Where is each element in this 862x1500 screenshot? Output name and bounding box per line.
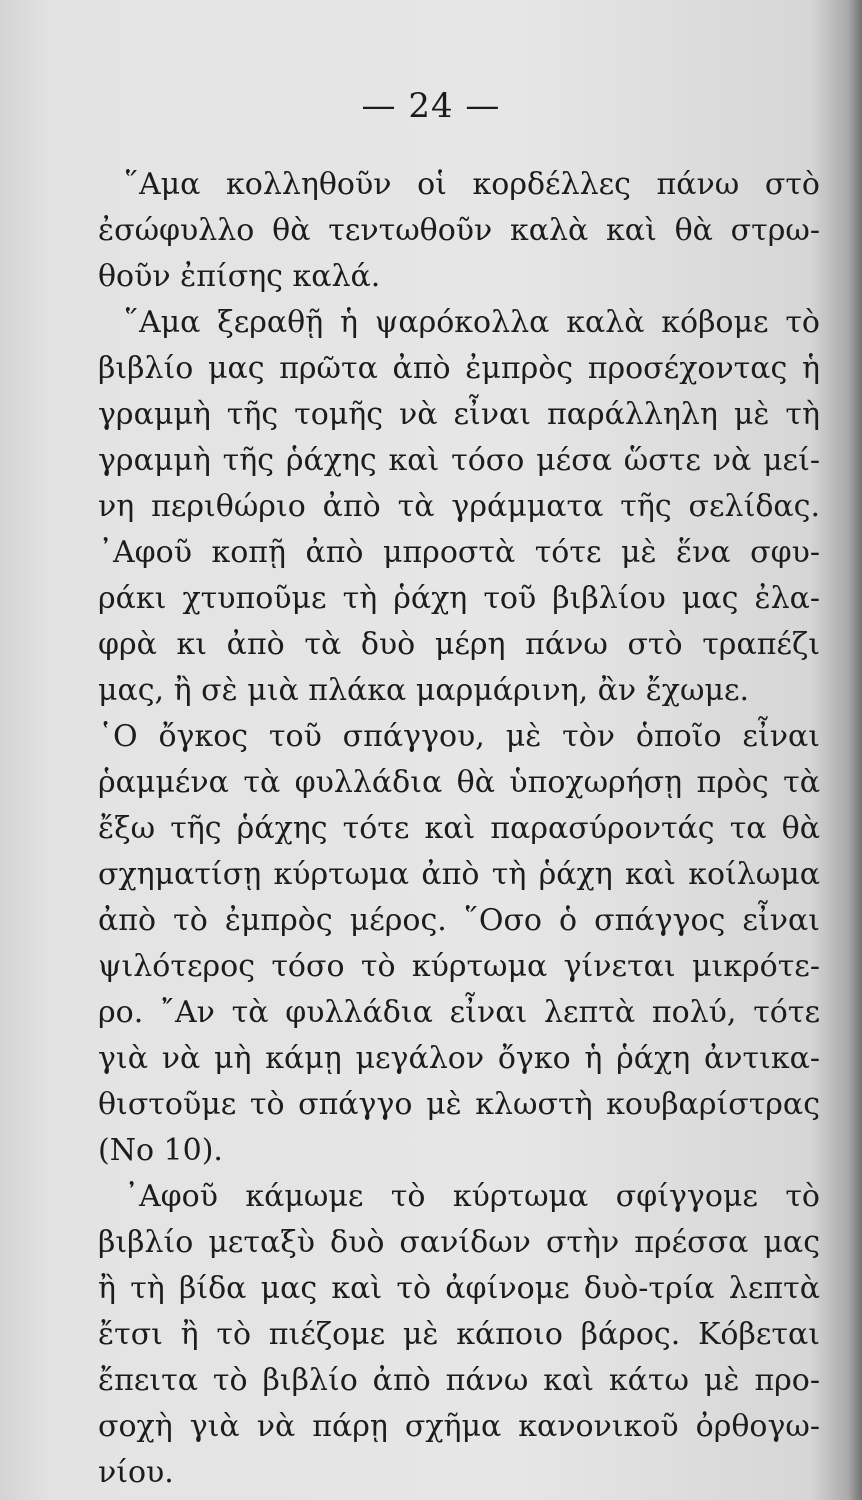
text-line: φρὰ κι ἀπὸ τὰ δυὸ μέρη πάνω στὸ τραπέζι bbox=[98, 627, 820, 662]
text-line: νίου. bbox=[98, 1455, 174, 1490]
text-line: βιβλίο μας πρῶτα ἀπὸ ἐμπρὸς προσέχοντας ἡ bbox=[98, 351, 820, 386]
text-line: γιὰ νὰ μὴ κάμῃ μεγάλον ὄγκο ἡ ῥάχη ἀντικα- bbox=[98, 1041, 820, 1076]
text-line: σοχὴ γιὰ νὰ πάρῃ σχῆμα κανονικοῦ ὀρθογω- bbox=[98, 1409, 820, 1444]
text-line: ἔξω τῆς ῥάχης τότε καὶ παρασύροντάς τα θὰ bbox=[98, 811, 820, 846]
text-line: ἀπὸ τὸ ἐμπρὸς μέρος. ῞Οσο ὁ σπάγγος εἶναι bbox=[98, 903, 820, 938]
text-line: νη περιθώριο ἀπὸ τὰ γράμματα τῆς σελίδας. bbox=[98, 489, 820, 524]
text-line: ῞Αμα ξεραθῇ ἡ ψαρόκολλα καλὰ κόβομε τὸ bbox=[124, 305, 820, 340]
text-line: ἔτσι ἢ τὸ πιέζομε μὲ κάποιο βάρος. Κόβεται bbox=[98, 1317, 820, 1352]
text-line: θοῦν ἐπίσης καλά. bbox=[98, 259, 381, 294]
text-line: γραμμὴ τῆς ῥάχης καὶ τόσο μέσα ὥστε νὰ μεί- bbox=[98, 443, 820, 478]
text-line: ᾿Αφοῦ κοπῇ ἀπὸ μπροστὰ τότε μὲ ἕνα σφυ- bbox=[98, 535, 820, 570]
body-text bbox=[98, 162, 820, 1496]
text-line: ἢ τὴ βίδα μας καὶ τὸ ἀφίνομε δυὸ-τρία λεπτὰ bbox=[98, 1271, 820, 1306]
text-line: ῾Ο ὄγκος τοῦ σπάγγου, μὲ τὸν ὁποῖο εἶναι bbox=[98, 719, 820, 754]
text-line: γραμμὴ τῆς τομῆς νὰ εἶναι παράλληλη μὲ τὴ bbox=[98, 397, 820, 432]
text-line: ῞Αμα κολληθοῦν οἱ κορδέλλες πάνω στὸ bbox=[124, 167, 820, 202]
text-line: βιβλίο μεταξὺ δυὸ σανίδων στὴν πρέσσα μας bbox=[98, 1225, 820, 1260]
text-line: ῥαμμένα τὰ φυλλάδια θὰ ὑποχωρήσῃ πρὸς τὰ bbox=[98, 765, 820, 800]
text-line: ἔπειτα τὸ βιβλίο ἀπὸ πάνω καὶ κάτω μὲ προ- bbox=[98, 1363, 820, 1398]
page-number: — 24 — bbox=[361, 86, 501, 126]
text-line: ᾿Αφοῦ κάμωμε τὸ κύρτωμα σφίγγομε τὸ bbox=[124, 1179, 820, 1214]
text-line: μας, ἢ σὲ μιὰ πλάκα μαρμάρινη, ἂν ἔχωμε. bbox=[98, 673, 750, 708]
text-line: (Νο 10). bbox=[98, 1133, 223, 1168]
text-line: θιστοῦμε τὸ σπάγγο μὲ κλωστὴ κουβαρίστρας bbox=[98, 1087, 820, 1122]
text-line: ράκι χτυποῦμε τὴ ῥάχη τοῦ βιβλίου μας ἐλα- bbox=[98, 581, 820, 616]
text-line: ψιλότερος τόσο τὸ κύρτωμα γίνεται μικρότε- bbox=[98, 949, 820, 984]
text-line: σχηματίσῃ κύρτωμα ἀπὸ τὴ ῥάχη καὶ κοίλωμα bbox=[98, 857, 820, 892]
text-line: ἐσώφυλλο θὰ τεντωθοῦν καλὰ καὶ θὰ στρω- bbox=[98, 213, 820, 248]
text-line: ρο. ῎Αν τὰ φυλλάδια εἶναι λεπτὰ πολύ, τότε bbox=[98, 995, 820, 1030]
page-edge-shadow bbox=[848, 0, 862, 1500]
